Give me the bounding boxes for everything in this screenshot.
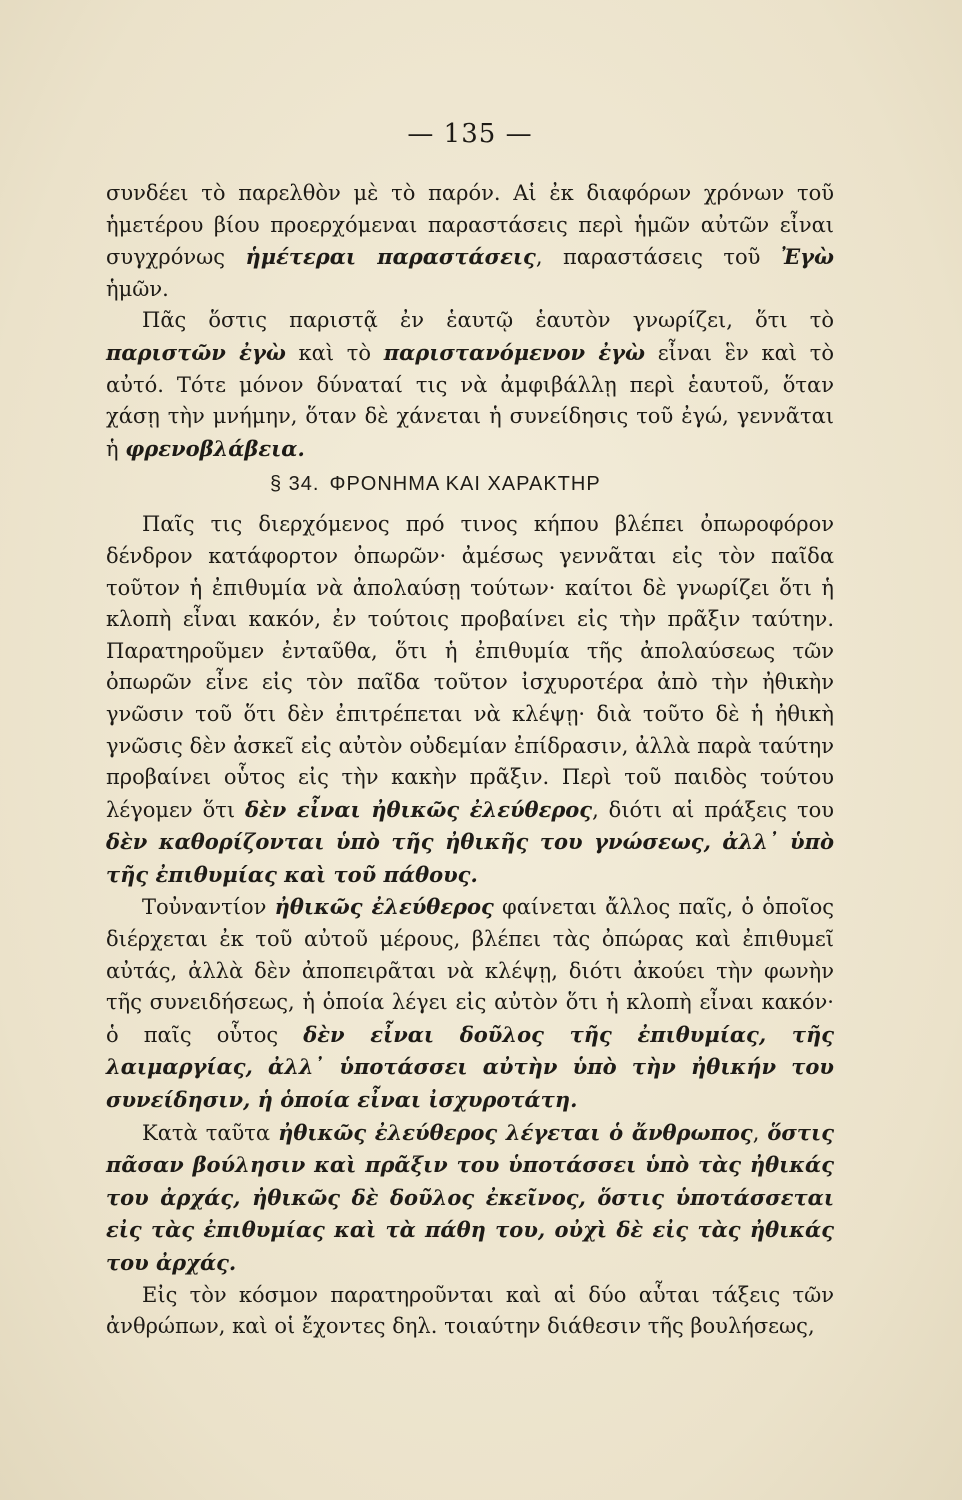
emphasis: δὲν εἶναι ἠθικῶς ἐλεύθερος xyxy=(244,796,593,822)
emphasis: Ἐγὼ xyxy=(780,244,834,270)
section-heading xyxy=(106,469,834,499)
emphasis: δὲν καθορίζονται ὑπὸ τῆς ἠθικῆς του γνώσεως, ἀλλ᾽ ὑπὸ τῆς ἐπιθυμίας καὶ τοῦ πάθους. xyxy=(106,829,834,887)
emphasis: ἠθικῶς ἐλεύθερος xyxy=(274,894,494,920)
section-number: § 34. xyxy=(270,473,320,496)
emphasis: φρενοβλάβεια. xyxy=(125,435,305,461)
emphasis: ἡμέτεραι παραστάσεις xyxy=(245,244,536,270)
emphasis: δὲν εἶναι δοῦλος τῆς ἐπιθυμίας, τῆς λαιμαργίας, ἀλλ᾽ ὑποτάσσει αὐτὴν ὑπὸ τὴν ἠθικήν του συνείδησιν, ἡ ὁποία εἶναι ἰσχυροτάτη. xyxy=(106,1021,835,1113)
emphasis: παριστανόμενον ἐγὼ xyxy=(383,339,646,365)
page-number: — 135 — xyxy=(407,119,533,149)
paragraph-3: Παῖς τις διερχόμενος πρό τινος κήπου βλέπει ὀπωροφόρον δένδρον κατάφορτον ὀπωρῶν· ἀμέσως γεννᾶται εἰς τὸν παῖδα τοῦτον ἡ ἐπιθυμία νὰ ἀπολαύσῃ τούτων· καίτοι δὲ γνωρίζει ὅτι ἡ κλοπὴ εἶναι κακόν, ἐν τούτοις προβαίνει εἰς τὴν πρᾶξιν ταύτην. Παρατηροῦμεν ἐνταῦθα, ὅτι ἡ ἐπιθυμία τῆς ἀπολαύσεως τῶν ὀπωρῶν εἶνε εἰς τὸν παῖδα τοῦτον ἰσχυροτέρα ἀπὸ τὴν ἠθικὴν γνῶσιν τοῦ ὅτι δὲν ἐπιτρέπεται νὰ κλέψῃ· διὰ τοῦτο δὲ ἡ ἠθικὴ γνῶσις δὲν ἀσκεῖ εἰς αὐτὸν οὐδεμίαν ἐπίδρασιν, ἀλλὰ παρὰ ταύτην προβαίνει οὗτος εἰς τὴν κακὴν πρᾶξιν. Περὶ τοῦ παιδὸς τούτου λέγομεν ὅτι δὲν εἶναι ἠθικῶς ἐλεύθερος, διότι αἱ πράξεις του δὲν καθορίζονται ὑπὸ τῆς ἠθικῆς του γνώσεως, ἀλλ᾽ ὑπὸ τῆς ἐπιθυμίας καὶ τοῦ πάθους. xyxy=(106,512,834,887)
section-title: ΦΡΟΝΗΜΑ ΚΑΙ ΧΑΡΑΚΤΗΡ xyxy=(329,473,601,496)
paragraph-1: συνδέει τὸ παρελθὸν μὲ τὸ παρόν. Αἱ ἐκ διαφόρων χρόνων τοῦ ἡμετέρου βίου προερχόμεναι παραστάσεις περὶ ἡμῶν αὐτῶν εἶναι συγχρόνως ἡμέτεραι παραστάσεις, παραστάσεις τοῦ Ἐγὼ ἡμῶν. xyxy=(106,181,834,301)
emphasis: ἠθικῶς ἐλεύθερος λέγεται ὁ ἄνθρωπος xyxy=(278,1119,753,1145)
emphasis: ὅστις πᾶσαν βούλησιν καὶ πρᾶξιν του ὑποτάσσει ὑπὸ τὰς ἠθικάς του ἀρχάς, ἠθικῶς δὲ δοῦλος ἐκεῖνος, ὅστις ὑποτάσσεται εἰς τὰς ἐπιθυμίας καὶ τὰ πάθη του, οὐχὶ δὲ εἰς τὰς ἠθικάς του ἀρχάς. xyxy=(106,1119,834,1275)
body-text xyxy=(106,178,834,1343)
emphasis: παριστῶν ἐγὼ xyxy=(106,339,286,365)
paragraph-6: Εἰς τὸν κόσμον παρατηροῦνται καὶ αἱ δύο αὗται τάξεις τῶν ἀνθρώπων, καὶ οἱ ἔχοντες δηλ. τοιαύτην διάθεσιν τῆς βουλήσεως, xyxy=(106,1282,834,1339)
paragraph-4: Τοὐναντίον ἠθικῶς ἐλεύθερος φαίνεται ἄλλος παῖς, ὁ ὁποῖος διέρχεται ἐκ τοῦ αὐτοῦ μέρους, βλέπει τὰς ὀπώρας καὶ ἐπιθυμεῖ αὐτάς, ἀλλὰ δὲν ἀποπειρᾶται νὰ κλέψῃ, διότι ἀκούει τὴν φωνὴν τῆς συνειδήσεως, ἡ ὁποία λέγει εἰς αὐτὸν ὅτι ἡ κλοπὴ εἶναι κακόν· ὁ παῖς οὗτος δὲν εἶναι δοῦλος τῆς ἐπιθυμίας, τῆς λαιμαργίας, ἀλλ᾽ ὑποτάσσει αὐτὴν ὑπὸ τὴν ἠθικήν του συνείδησιν, ἡ ὁποία εἶναι ἰσχυροτάτη. xyxy=(106,894,835,1113)
paragraph-2: Πᾶς ὅστις παριστᾷ ἐν ἑαυτῷ ἑαυτὸν γνωρίζει, ὅτι τὸ παριστῶν ἐγὼ καὶ τὸ παριστανόμενον ἐγὼ εἶναι ἓν καὶ τὸ αὐτό. Τότε μόνον δύναταί τις νὰ ἀμφιβάλλῃ περὶ ἑαυτοῦ, ὅταν χάσῃ τὴν μνήμην, ὅταν δὲ χάνεται ἡ συνείδησις τοῦ ἐγώ, γεννᾶται ἡ φρενοβλάβεια. xyxy=(106,308,834,461)
paragraph-5: Κατὰ ταῦτα ἠθικῶς ἐλεύθερος λέγεται ὁ ἄνθρωπος, ὅστις πᾶσαν βούλησιν καὶ πρᾶξιν του ὑποτάσσει ὑπὸ τὰς ἠθικάς του ἀρχάς, ἠθικῶς δὲ δοῦλος ἐκεῖνος, ὅστις ὑποτάσσεται εἰς τὰς ἐπιθυμίας καὶ τὰ πάθη του, οὐχὶ δὲ εἰς τὰς ἠθικάς του ἀρχάς. xyxy=(106,1119,834,1275)
